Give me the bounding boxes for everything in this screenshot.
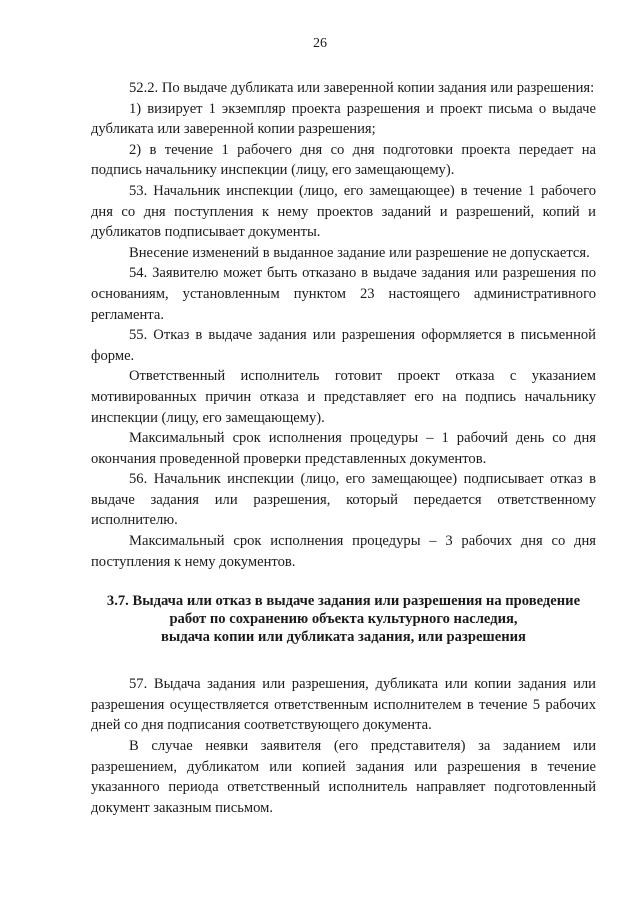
- paragraph-54: 54. Заявителю может быть отказано в выдаче задания или разрешения по основаниям, установленным пунктом 23 настоящего административного регламента.: [91, 265, 596, 323]
- section-heading-line-3: выдача копии или дубликата задания, или разрешения: [161, 629, 526, 646]
- paragraph-57: 57. Выдача задания или разрешения, дубликата или копии задания или разрешения осуществляется ответственным исполнителем в течение 5 рабочих дней со дня подписания соответствующего документа.: [91, 676, 596, 734]
- paragraph-55: 55. Отказ в выдаче задания или разрешения оформляется в письменной форме.: [91, 327, 596, 364]
- paragraph-max-term-1: Максимальный срок исполнения процедуры – 1 рабочий день со дня окончания проведенной проверки представленных документов.: [91, 430, 596, 467]
- paragraph-52-2: 52.2. По выдаче дубликата или заверенной копии задания или разрешения:: [129, 80, 595, 96]
- paragraph-item-1: 1) визирует 1 экземпляр проекта разрешения и проект письма о выдаче дубликата или заверенной копии разрешения;: [91, 100, 596, 138]
- paragraph-item-2: 2) в течение 1 рабочего дня со дня подготовки проекта передает на подпись начальнику инспекции (лицу, его замещающему).: [91, 141, 596, 179]
- paragraph-56: 56. Начальник инспекции (лицо, его замещающее) подписывает отказ в выдаче задания или разрешения, который передается ответственному исполнителю.: [91, 471, 596, 529]
- paragraph-no-show: В случае неявки заявителя (его представителя) за заданием или разрешением, дубликатом или копией задания или разрешения в течение указанного периода ответственный исполнитель направляет подготовленный документ заказным письмом.: [91, 738, 596, 816]
- section-heading-line-1: 3.7. Выдача или отказ в выдаче задания или разрешения на проведение: [106, 593, 581, 610]
- paragraph-executor: Ответственный исполнитель готовит проект отказа с указанием мотивированных причин отказа и представляет его на подпись начальнику инспекции (лицу, его замещающему).: [91, 368, 596, 426]
- section-heading-3-7: [91, 592, 596, 646]
- paragraph-53: 53. Начальник инспекции (лицо, его замещающее) в течение 1 рабочего дня со дня поступления к нему проектов заданий и разрешений, копий и дубликатов подписывает документы.: [91, 182, 596, 241]
- paragraph-max-term-3: Максимальный срок исполнения процедуры – 3 рабочих дня со дня поступления к нему документов.: [91, 533, 596, 570]
- paragraph-changes: Внесение изменений в выданное задание или разрешение не допускается.: [129, 244, 590, 261]
- section-heading-line-2: работ по сохранению объекта культурного наследия,: [169, 611, 518, 628]
- document-body: [91, 78, 596, 818]
- page-number: 26: [313, 36, 327, 51]
